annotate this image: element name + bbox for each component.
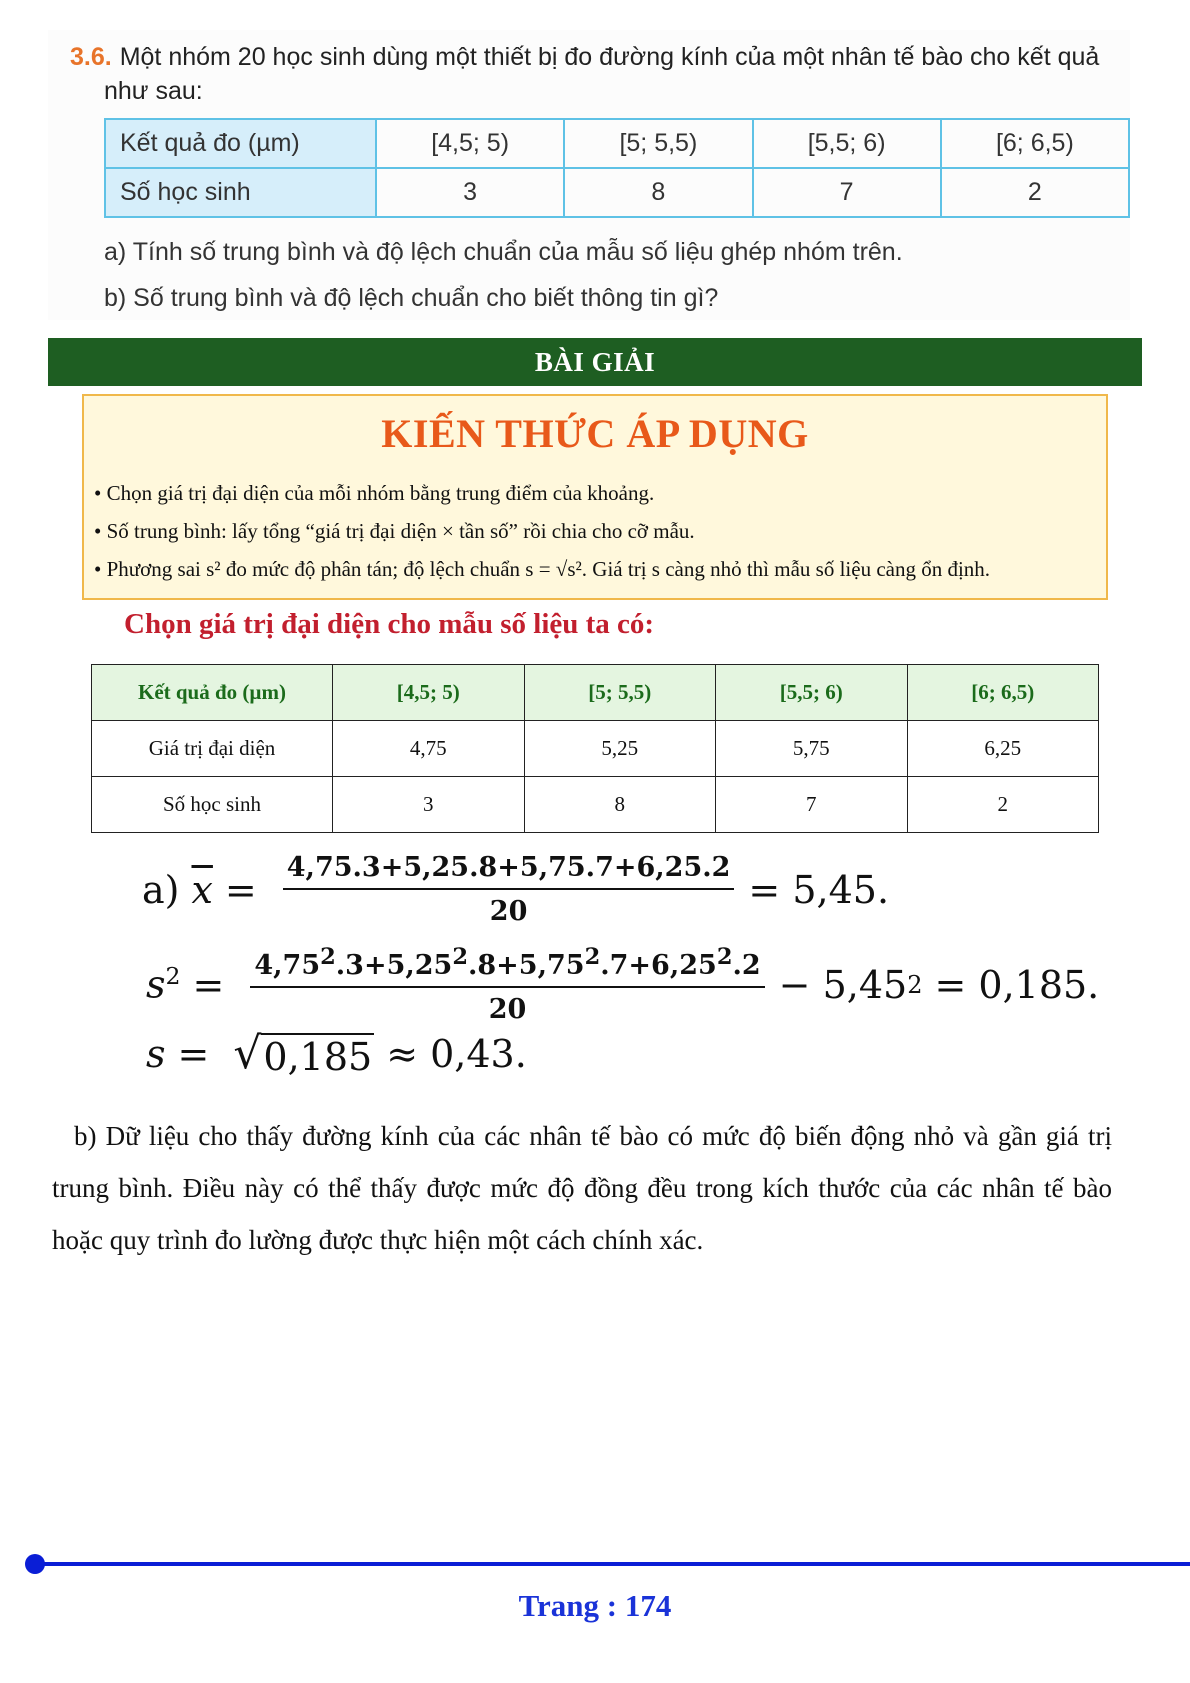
table-cell: Số học sinh [105, 168, 376, 217]
formula-std-dev [146, 1028, 527, 1079]
knowledge-list [94, 474, 990, 588]
std-dev-symbol: s [146, 1031, 166, 1076]
formula-mean [142, 852, 889, 927]
table-cell: 2 [941, 168, 1129, 217]
table-cell: [5; 5,5) [524, 665, 716, 721]
table-cell: Số học sinh [92, 777, 333, 833]
representative-table [91, 664, 1099, 833]
table-cell: 5,25 [524, 721, 716, 777]
table-row [92, 777, 1099, 833]
question-b: b) Số trung bình và độ lệch chuẩn cho biết thông tin gì? [104, 284, 719, 312]
list-item: • Số trung bình: lấy tổng “giá trị đại diện × tần số” rồi chia cho cỡ mẫu. [94, 512, 990, 550]
problem-table-row [105, 168, 1129, 217]
table-cell: 3 [376, 168, 564, 217]
term: 4,75 [254, 950, 321, 981]
formula-a-label: a) [142, 867, 180, 912]
representative-heading: Chọn giá trị đại diện cho mẫu số liệu ta có: [124, 608, 655, 640]
radicand: 0,185 [263, 1035, 373, 1079]
fraction [283, 852, 735, 927]
problem-table [104, 118, 1130, 218]
exponent: 2 [907, 970, 923, 999]
variance-symbol: $s^2$ [146, 962, 181, 1007]
table-cell: [4,5; 5) [376, 119, 564, 168]
exponent: 2 [320, 944, 336, 970]
mean-symbol: $\overline{x}$ [191, 867, 213, 912]
knowledge-box [82, 394, 1108, 600]
term: .8+5,75 [468, 950, 585, 981]
table-cell: 7 [753, 168, 941, 217]
table-cell: Giá trị đại diện [92, 721, 333, 777]
radical-icon: √ [233, 1028, 262, 1079]
answer-b: b) Dữ liệu cho thấy đường kính của các nhân tế bào có mức độ biến động nhỏ và gần giá trị trung bình. Điều này có thể thấy được mức độ đồng đều trong kích thước của các nhân tế bào hoặc quy trình đo lường được thực hiện một cách chính xác. [52, 1121, 1112, 1255]
table-cell: [5,5; 6) [753, 119, 941, 168]
problem-section [48, 30, 1130, 320]
table-cell: 8 [564, 168, 752, 217]
fraction-denominator: 20 [488, 994, 527, 1025]
table-cell: Kết quả đo (µm) [105, 119, 376, 168]
table-cell: 6,25 [907, 721, 1099, 777]
fraction [250, 944, 764, 1025]
fraction-denominator: 20 [489, 896, 528, 927]
exponent: 2 [584, 944, 601, 970]
exponent: 2 [452, 944, 468, 970]
table-cell: 7 [716, 777, 908, 833]
page-number: Trang : 174 [518, 1588, 672, 1623]
formula-variance [146, 944, 1099, 1025]
formula-b-result: = 0,185. [934, 962, 1100, 1007]
equals-sign: = [177, 1031, 210, 1076]
term: .2 [732, 950, 761, 981]
equals-sign: = [192, 962, 225, 1007]
table-row [92, 665, 1099, 721]
problem-table-row [105, 119, 1129, 168]
problem-text-line2: như sau: [104, 77, 203, 105]
table-cell: [5,5; 6) [716, 665, 908, 721]
equals-sign: = [224, 867, 257, 912]
formula-a-result: = 5,45. [748, 867, 890, 912]
table-row [92, 721, 1099, 777]
fraction-numerator [250, 944, 764, 988]
exponent: 2 [716, 944, 733, 970]
table-cell: Kết quả đo (µm) [92, 665, 333, 721]
problem-text-line1: Một nhóm 20 học sinh dùng một thiết bị đo đường kính của một nhân tế bào cho kết quả [119, 43, 1100, 71]
table-cell: 2 [907, 777, 1099, 833]
square-root [233, 1028, 374, 1079]
problem-number: 3.6. [70, 43, 112, 71]
table-cell: 4,75 [333, 721, 525, 777]
question-a: a) Tính số trung bình và độ lệch chuẩn của mẫu số liệu ghép nhóm trên. [104, 238, 903, 266]
table-cell: 5,75 [716, 721, 908, 777]
knowledge-title: KIẾN THỨC ÁP DỤNG [381, 411, 809, 456]
term: .7+6,25 [600, 950, 717, 981]
formula-b-minus: − 5,45 [778, 962, 908, 1007]
table-cell: [5; 5,5) [564, 119, 752, 168]
list-item: • Phương sai s² đo mức độ phân tán; độ lệch chuẩn s = √s². Giá trị s càng nhỏ thì mẫu số liệu càng ổn định. [94, 550, 990, 588]
table-cell: 3 [333, 777, 525, 833]
table-cell: [6; 6,5) [941, 119, 1129, 168]
table-cell: [4,5; 5) [333, 665, 525, 721]
footer-divider [34, 1562, 1190, 1566]
list-item: • Chọn giá trị đại diện của mỗi nhóm bằng trung điểm của khoảng. [94, 474, 990, 512]
table-cell: [6; 6,5) [907, 665, 1099, 721]
solution-heading: BÀI GIẢI [48, 338, 1142, 386]
table-cell: 8 [524, 777, 716, 833]
problem-text [70, 40, 1130, 108]
formula-c-result: ≈ 0,43. [386, 1031, 527, 1076]
fraction-numerator: 4,75.3+5,25.8+5,75.7+6,25.2 [283, 852, 735, 890]
term: .3+5,25 [335, 950, 453, 981]
